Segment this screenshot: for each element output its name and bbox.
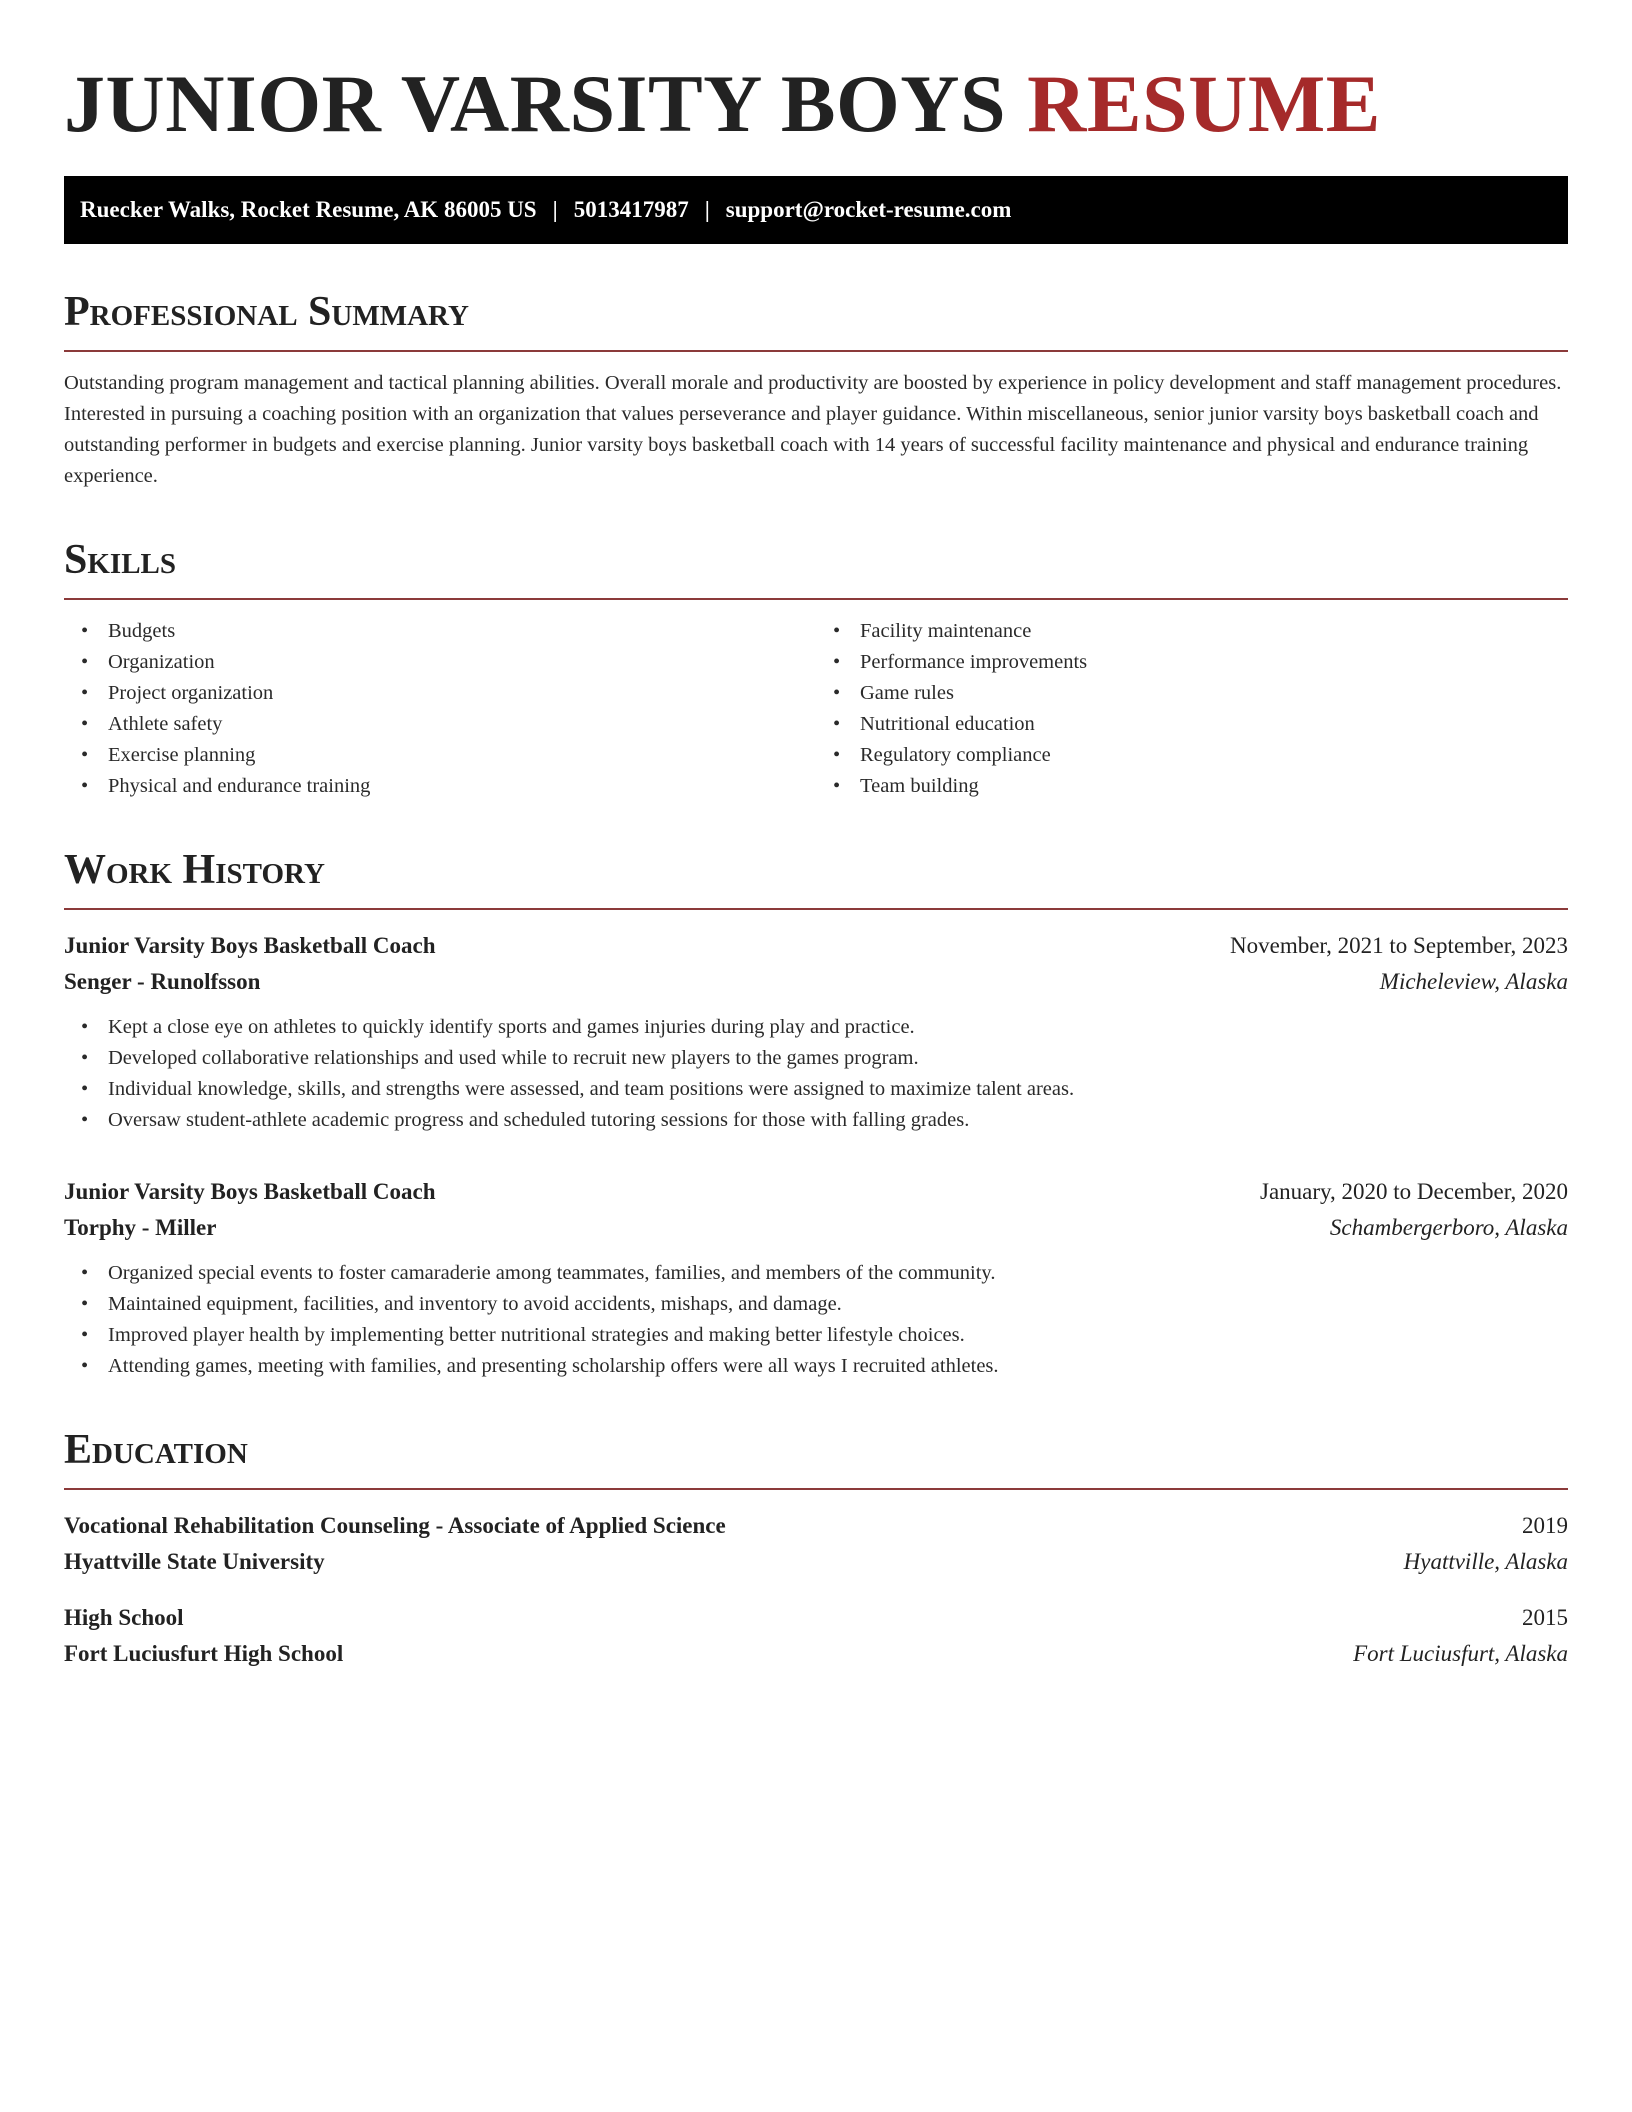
skill-item: • Nutritional education bbox=[860, 709, 1568, 740]
resume-title bbox=[64, 56, 1568, 152]
skill-item: • Budgets bbox=[108, 616, 816, 647]
job-entry bbox=[64, 928, 1568, 1136]
skill-item: • Physical and endurance training bbox=[108, 771, 816, 802]
contact-phone: 5013417987 bbox=[573, 197, 689, 222]
education-degree: Vocational Rehabilitation Counseling - Associate of Applied Science bbox=[64, 1513, 726, 1538]
job-bullet: • Kept a close eye on athletes to quickly identify sports and games injuries during play and practice. bbox=[108, 1012, 1568, 1043]
skills-column-right bbox=[816, 616, 1568, 802]
education-school: Hyattville State University bbox=[64, 1549, 325, 1574]
education-year: 2019 bbox=[1522, 1513, 1568, 1538]
skill-item: • Facility maintenance bbox=[860, 616, 1568, 647]
skill-item: • Athlete safety bbox=[108, 709, 816, 740]
education-school-row bbox=[64, 1544, 1568, 1580]
contact-separator: | bbox=[704, 197, 710, 222]
skill-item: • Game rules bbox=[860, 678, 1568, 709]
job-location: Micheleview, Alaska bbox=[1379, 969, 1568, 994]
education-school-row bbox=[64, 1636, 1568, 1672]
contact-email: support@rocket-resume.com bbox=[725, 197, 1012, 222]
skill-item: • Organization bbox=[108, 647, 816, 678]
section-heading-skills: Skills bbox=[64, 536, 1568, 600]
job-bullet: • Oversaw student-athlete academic progress and scheduled tutoring sessions for those with falling grades. bbox=[108, 1105, 1568, 1136]
skill-item: • Project organization bbox=[108, 678, 816, 709]
title-main: JUNIOR VARSITY BOYS bbox=[64, 58, 1007, 149]
skill-item: • Regulatory compliance bbox=[860, 740, 1568, 771]
job-dates: January, 2020 to December, 2020 bbox=[1260, 1179, 1568, 1204]
job-bullets bbox=[64, 1258, 1568, 1382]
job-bullet: • Individual knowledge, skills, and strengths were assessed, and team positions were assigned to maximize talent areas. bbox=[108, 1074, 1568, 1105]
job-title: Junior Varsity Boys Basketball Coach bbox=[64, 1179, 436, 1204]
job-bullet: • Improved player health by implementing better nutritional strategies and making better lifestyle choices. bbox=[108, 1320, 1568, 1351]
education-section bbox=[64, 1426, 1568, 1672]
education-entry bbox=[64, 1508, 1568, 1580]
skills-column-left bbox=[64, 616, 816, 802]
contact-bar bbox=[64, 176, 1568, 244]
job-bullet: • Organized special events to foster camaraderie among teammates, families, and members of the community. bbox=[108, 1258, 1568, 1289]
job-dates: November, 2021 to September, 2023 bbox=[1230, 933, 1568, 958]
skills-section bbox=[64, 536, 1568, 802]
job-entry bbox=[64, 1174, 1568, 1382]
skill-item: • Performance improvements bbox=[860, 647, 1568, 678]
job-title-row bbox=[64, 1174, 1568, 1210]
education-school: Fort Luciusfurt High School bbox=[64, 1641, 344, 1666]
job-bullets bbox=[64, 1012, 1568, 1136]
job-bullet: • Maintained equipment, facilities, and inventory to avoid accidents, mishaps, and damage. bbox=[108, 1289, 1568, 1320]
contact-separator: | bbox=[552, 197, 558, 222]
summary-section bbox=[64, 288, 1568, 492]
job-company-row bbox=[64, 964, 1568, 1000]
skills-grid bbox=[64, 616, 1568, 802]
education-location: Fort Luciusfurt, Alaska bbox=[1353, 1641, 1568, 1666]
education-degree-row bbox=[64, 1600, 1568, 1636]
job-location: Schambergerboro, Alaska bbox=[1329, 1215, 1568, 1240]
job-company: Senger - Runolfsson bbox=[64, 969, 261, 994]
work-history-section bbox=[64, 846, 1568, 1382]
education-location: Hyattville, Alaska bbox=[1403, 1549, 1568, 1574]
contact-address: Ruecker Walks, Rocket Resume, AK 86005 US bbox=[80, 197, 537, 222]
section-heading-education: Education bbox=[64, 1426, 1568, 1490]
title-accent: RESUME bbox=[1027, 58, 1381, 149]
job-company: Torphy - Miller bbox=[64, 1215, 217, 1240]
job-company-row bbox=[64, 1210, 1568, 1246]
section-heading-summary: Professional Summary bbox=[64, 288, 1568, 352]
summary-text: Outstanding program management and tactical planning abilities. Overall morale and productivity are boosted by experience in policy development and staff management procedures. Interested in pursuing a coaching position with an organization that values perseverance and player guidance. Within miscellaneous, senior junior varsity boys basketball coach and outstanding performer in budgets and exercise planning. Junior varsity boys basketball coach with 14 years of successful facility maintenance and physical and endurance training experience. bbox=[64, 372, 1562, 487]
education-degree-row bbox=[64, 1508, 1568, 1544]
job-bullet: • Attending games, meeting with families, and presenting scholarship offers were all ways I recruited athletes. bbox=[108, 1351, 1568, 1382]
section-heading-work: Work History bbox=[64, 846, 1568, 910]
job-bullet: • Developed collaborative relationships and used while to recruit new players to the games program. bbox=[108, 1043, 1568, 1074]
education-entry bbox=[64, 1600, 1568, 1672]
job-title: Junior Varsity Boys Basketball Coach bbox=[64, 933, 436, 958]
job-title-row bbox=[64, 928, 1568, 964]
education-degree: High School bbox=[64, 1605, 184, 1630]
education-year: 2015 bbox=[1522, 1605, 1568, 1630]
skill-item: • Exercise planning bbox=[108, 740, 816, 771]
skill-item: • Team building bbox=[860, 771, 1568, 802]
